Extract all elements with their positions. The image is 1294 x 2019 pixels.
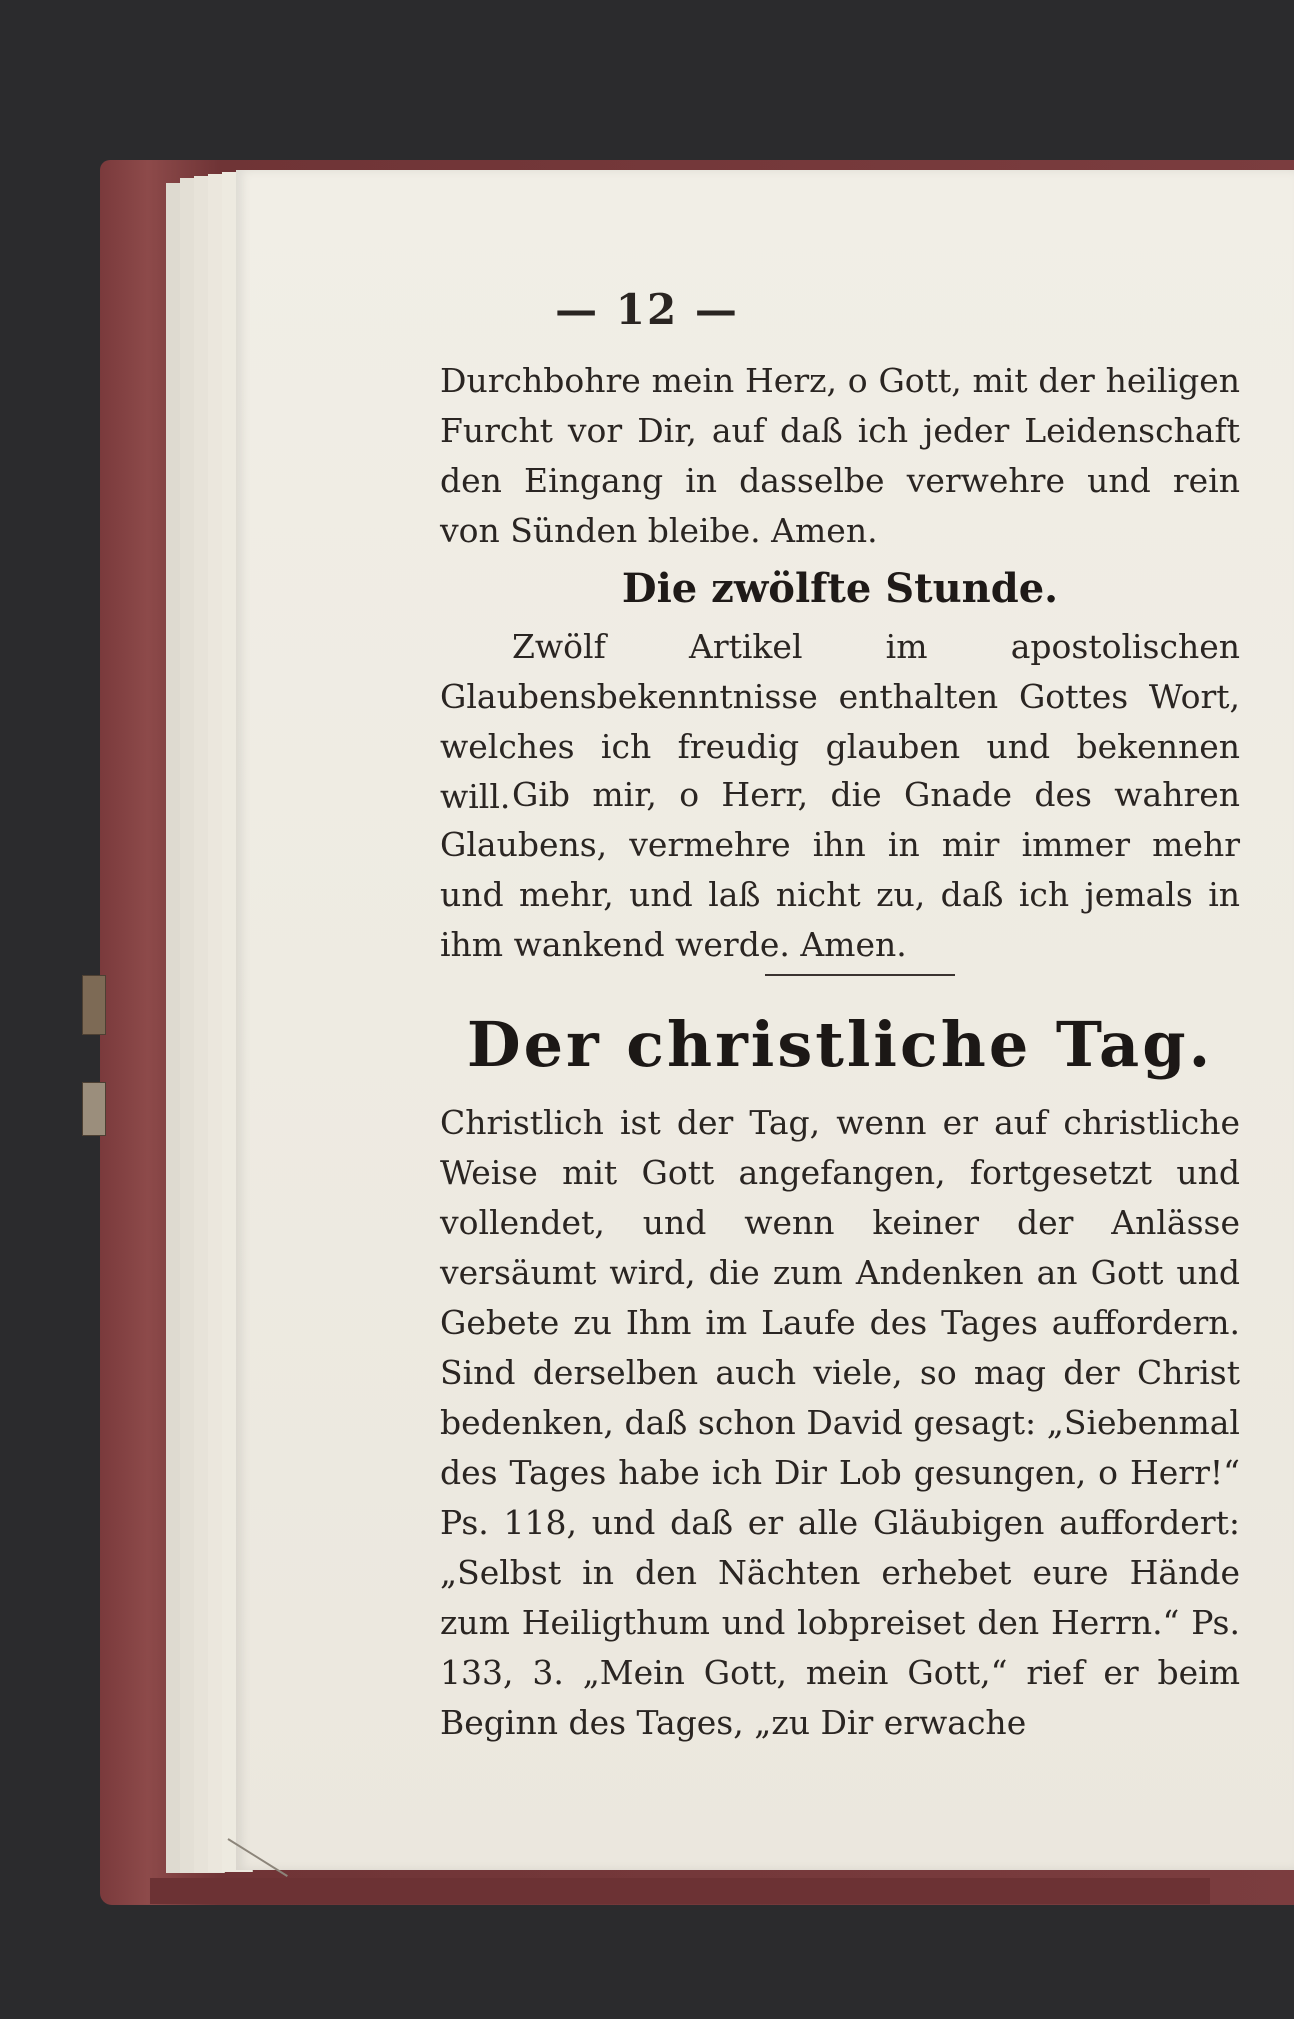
paragraph-twelve-articles: Zwölf Artikel im apostolischen Glaubensbekenntnisse enthalten Gottes Wort, welches ich freudig glauben und bekennen will. [440,627,1240,816]
section-heading: Die zwölfte Stunde. [621,565,1059,612]
clasp-hinge-upper [82,975,106,1035]
paragraph-prayer-heart: Durchbohre mein Herz, o Gott, mit der heiligen Furcht vor Dir, auf daß ich jeder Leidenschaft den Eingang in dasselbe verwehre und rein von Sünden bleibe. Amen. [440,361,1240,550]
paragraph-prayer-faith: Gib mir, o Herr, die Gnade des wahren Glaubens, vermehre ihn in mir immer mehr und mehr, und laß nicht zu, daß ich jemals in ihm wankend werde. Amen. [440,775,1240,964]
paragraph-christian-day: Christlich ist der Tag, wenn er auf christliche Weise mit Gott angefangen, fortgesetzt und vollendet, und wenn keiner der Anlässe versäumt wird, die zum Andenken an Gott und Gebete zu Ihm im Laufe des Tages auffordern. Sind derselben auch viele, so mag der Christ bedenken, daß schon David gesagt: „Siebenmal des Tages habe ich Dir Lob gesungen, o Herr!“ Ps. 118, und daß er alle Gläubigen auffordert: „Selbst in den Nächten erhebet eure Hände zum Heiligthum und lobpreiset den Herrn.“ Ps. 133, 3. „Mein Gott, mein Gott,“ rief er beim Beginn des Tages, „zu Dir erwache [440,1103,1240,1742]
clasp-hinge-lower [82,1082,106,1136]
chapter-heading: Der christliche Tag. [466,1008,1214,1081]
section-divider [765,974,955,976]
page-number: — 12 — [555,285,739,334]
cover-edge [150,1878,1210,1904]
